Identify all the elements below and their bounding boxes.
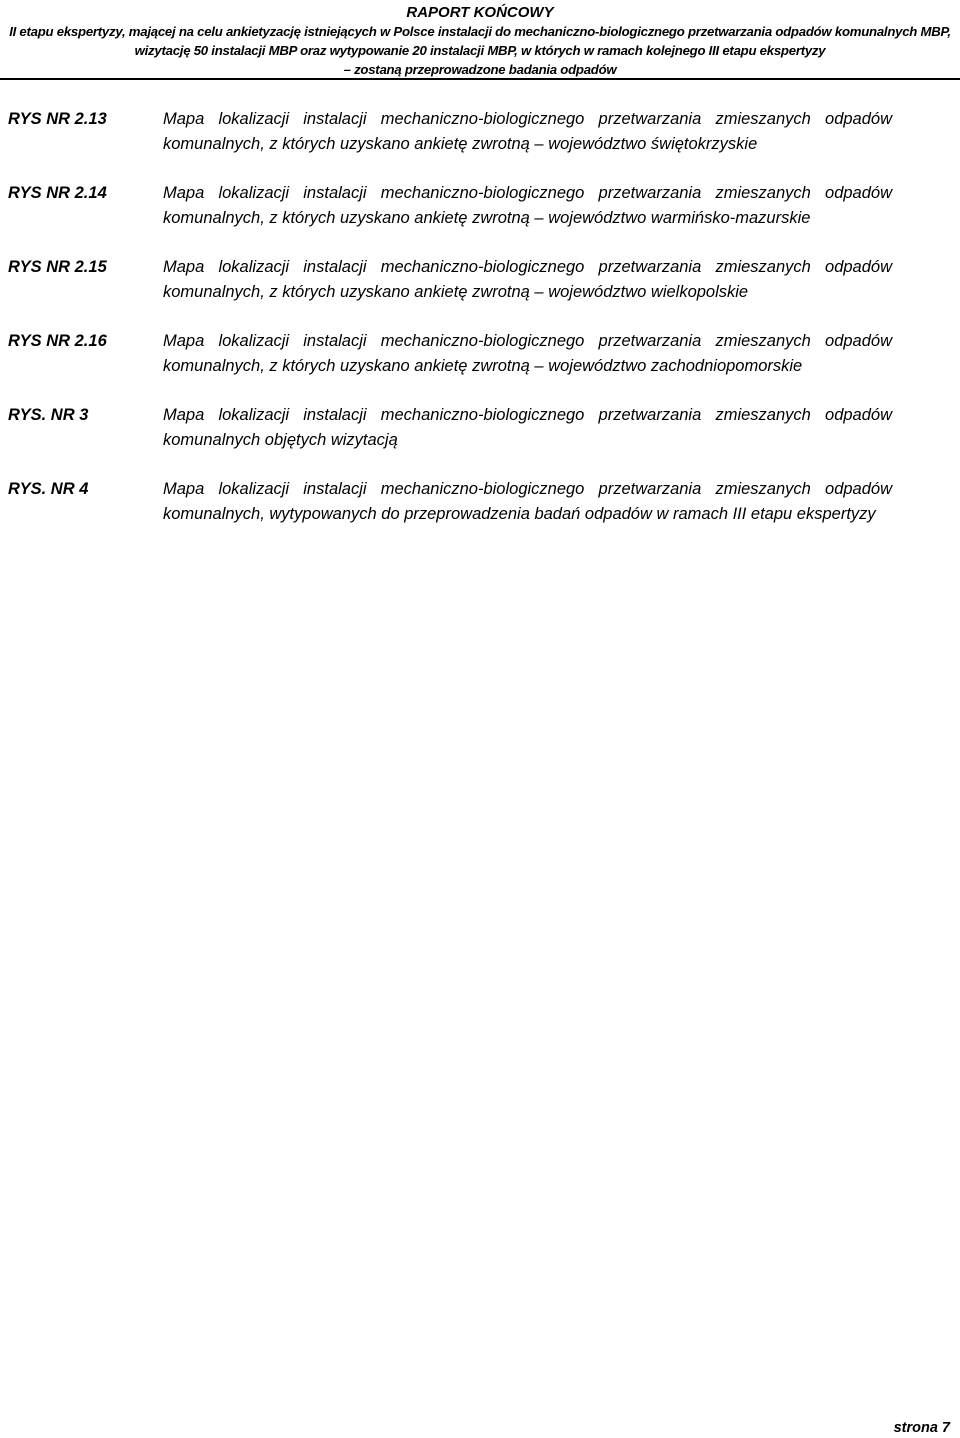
figure-spacer <box>8 453 892 477</box>
figure-entry <box>8 107 892 157</box>
header-subtitle-line-2: wizytację 50 instalacji MBP oraz wytypowanie 20 instalacji MBP, w których w ramach kolejnego III etapu ekspertyzy <box>134 43 826 58</box>
figure-label: RYS NR 2.13 <box>8 110 107 128</box>
figure-list <box>8 107 892 527</box>
figure-label: RYS NR 2.15 <box>8 258 107 276</box>
figure-label: RYS NR 2.16 <box>8 332 107 350</box>
figure-description: Mapa lokalizacji instalacji mechaniczno-biologicznego przetwarzania zmieszanych odpadów komunalnych, z których uzyskano ankietę zwrotną – województwo zachodniopomorskie <box>163 332 892 375</box>
figure-description: Mapa lokalizacji instalacji mechaniczno-biologicznego przetwarzania zmieszanych odpadów komunalnych, z których uzyskano ankietę zwrotną – województwo wielkopolskie <box>163 258 892 301</box>
report-title: RAPORT KOŃCOWY <box>406 4 554 21</box>
header-subtitle-line-3: – zostaną przeprowadzone badania odpadów <box>343 62 617 77</box>
figure-description: Mapa lokalizacji instalacji mechaniczno-biologicznego przetwarzania zmieszanych odpadów komunalnych, z których uzyskano ankietę zwrotną – województwo warmińsko-mazurskie <box>163 184 892 227</box>
figure-entry <box>8 477 892 527</box>
figure-spacer <box>8 231 892 255</box>
figure-description: Mapa lokalizacji instalacji mechaniczno-biologicznego przetwarzania zmieszanych odpadów komunalnych, wytypowanych do przeprowadzenia badań odpadów w ramach III etapu ekspertyzy <box>163 480 892 523</box>
page-number: strona 7 <box>893 1420 950 1436</box>
header-subtitle-line-1: II etapu ekspertyzy, mającej na celu ankietyzację istniejących w Polsce instalacji do mechaniczno-biologicznego przetwarzania odpadów komunalnych MBP, <box>9 24 951 39</box>
figure-entry <box>8 255 892 305</box>
figure-label: RYS. NR 4 <box>8 480 89 498</box>
figure-label: RYS NR 2.14 <box>8 184 107 202</box>
header-divider <box>0 78 960 80</box>
figure-spacer <box>8 157 892 181</box>
figure-entry <box>8 403 892 453</box>
figure-entry <box>8 329 892 379</box>
page-header <box>0 4 960 79</box>
figure-description: Mapa lokalizacji instalacji mechaniczno-biologicznego przetwarzania zmieszanych odpadów komunalnych, z których uzyskano ankietę zwrotną – województwo świętokrzyskie <box>163 110 892 153</box>
figure-label: RYS. NR 3 <box>8 406 89 424</box>
figure-description: Mapa lokalizacji instalacji mechaniczno-biologicznego przetwarzania zmieszanych odpadów komunalnych objętych wizytacją <box>163 406 892 449</box>
figure-entry <box>8 181 892 231</box>
figure-spacer <box>8 305 892 329</box>
figure-spacer <box>8 379 892 403</box>
